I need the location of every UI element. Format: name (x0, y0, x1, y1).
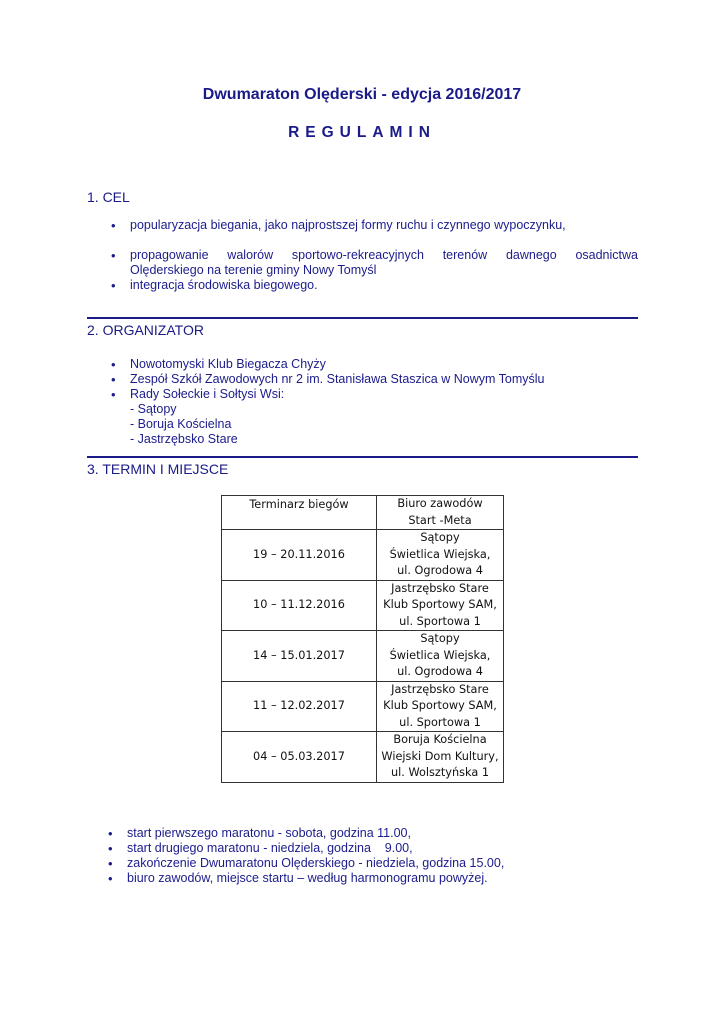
place-line: Klub Sportowy SAM, (383, 699, 497, 712)
list-item-text-continued: Olęderskiego na terenie gminy Nowy Tomyśl (130, 263, 377, 277)
table-row (222, 580, 504, 631)
table-cell-date: 19 – 20.11.2016 (222, 530, 377, 581)
place-line: Jastrzębsko Stare (391, 581, 489, 595)
section-divider (87, 317, 638, 319)
table-header-row (222, 496, 504, 530)
list-item-text: zakończenie Dwumaratonu Olęderskiego - niedziela, godzina 15.00, (127, 856, 505, 870)
list-item-text: • propagowanie walorów sportowo-rekreacyjnych terenów dawnego osadnictwa (130, 248, 638, 262)
table-cell-date: 14 – 15.01.2017 (222, 631, 377, 682)
list-item (108, 372, 638, 387)
place-line: Świetlica Wiejska, (389, 648, 491, 662)
village-item: - Sątopy (130, 402, 177, 416)
section-heading-termin: 3. TERMIN I MIEJSCE (87, 461, 229, 477)
list-item (108, 218, 638, 233)
cel-list (108, 218, 638, 293)
table-cell-date: 11 – 12.02.2017 (222, 681, 377, 732)
list-item (108, 278, 638, 293)
place-line: Jastrzębsko Stare (391, 682, 489, 696)
list-item-text: start pierwszego maratonu - sobota, godzina 11.00, (127, 826, 411, 840)
schedule-table (221, 495, 504, 783)
list-item (108, 248, 638, 278)
table-cell-place (377, 631, 504, 682)
list-item-text: Zespół Szkół Zawodowych nr 2 im. Stanisława Staszica w Nowym Tomyślu (130, 372, 545, 386)
list-item (108, 387, 638, 447)
table-row (222, 681, 504, 732)
place-line: ul. Ogrodowa 4 (397, 564, 483, 577)
table-cell-place (377, 681, 504, 732)
document-title: Dwumaraton Olęderski - edycja 2016/2017 (202, 86, 522, 103)
village-item: - Jastrzębsko Stare (130, 432, 238, 446)
table-cell-date: 10 – 11.12.2016 (222, 580, 377, 631)
list-item (105, 856, 645, 871)
place-line: Sątopy (420, 632, 460, 645)
table-header-office-line: Biuro zawodów (397, 497, 483, 510)
section-heading-organizator: 2. ORGANIZATOR (87, 322, 204, 338)
place-line: Klub Sportowy SAM, (383, 598, 497, 611)
table-cell-place (377, 530, 504, 581)
list-item (105, 841, 645, 856)
section-heading-cel: 1. CEL (87, 189, 130, 205)
place-line: ul. Ogrodowa 4 (397, 665, 483, 678)
place-line: Sątopy (420, 531, 460, 544)
table-header-office-line: Start -Meta (408, 513, 472, 527)
list-item (108, 357, 638, 372)
place-line: Świetlica Wiejska, (389, 547, 491, 561)
place-line: ul. Sportowa 1 (399, 715, 481, 729)
table-row (222, 732, 504, 783)
section-divider (87, 456, 638, 458)
place-line: Wiejski Dom Kultury, (381, 749, 499, 763)
document-subtitle: REGULAMIN (288, 124, 436, 141)
village-item: - Boruja Kościelna (130, 417, 232, 431)
table-row (222, 530, 504, 581)
table-cell-place (377, 732, 504, 783)
list-item-text: integracja środowiska biegowego. (130, 278, 318, 292)
list-item-text: Nowotomyski Klub Biegacza Chyży (130, 357, 326, 371)
table-header-dates: Terminarz biegów (222, 496, 377, 530)
place-line: ul. Sportowa 1 (399, 614, 481, 628)
table-cell-place (377, 580, 504, 631)
list-item-text: popularyzacja biegania, jako najprostszej formy ruchu i czynnego wypoczynku, (130, 218, 566, 232)
schedule-notes-list (105, 826, 645, 886)
table-row (222, 631, 504, 682)
list-item-text: biuro zawodów, miejsce startu – według harmonogramu powyżej. (127, 871, 488, 885)
list-item-text: • Rady Sołeckie i Sołtysi Wsi: (130, 387, 285, 401)
place-line: ul. Wolsztyńska 1 (390, 766, 490, 779)
list-item-text: start drugiego maratonu - niedziela, godzina 9.00, (127, 841, 413, 855)
list-item (105, 826, 645, 841)
list-item (105, 871, 645, 886)
table-cell-date: 04 – 05.03.2017 (222, 732, 377, 783)
place-line: Boruja Kościelna (393, 733, 487, 746)
table-header-office (377, 496, 504, 530)
organizator-list (108, 357, 638, 447)
